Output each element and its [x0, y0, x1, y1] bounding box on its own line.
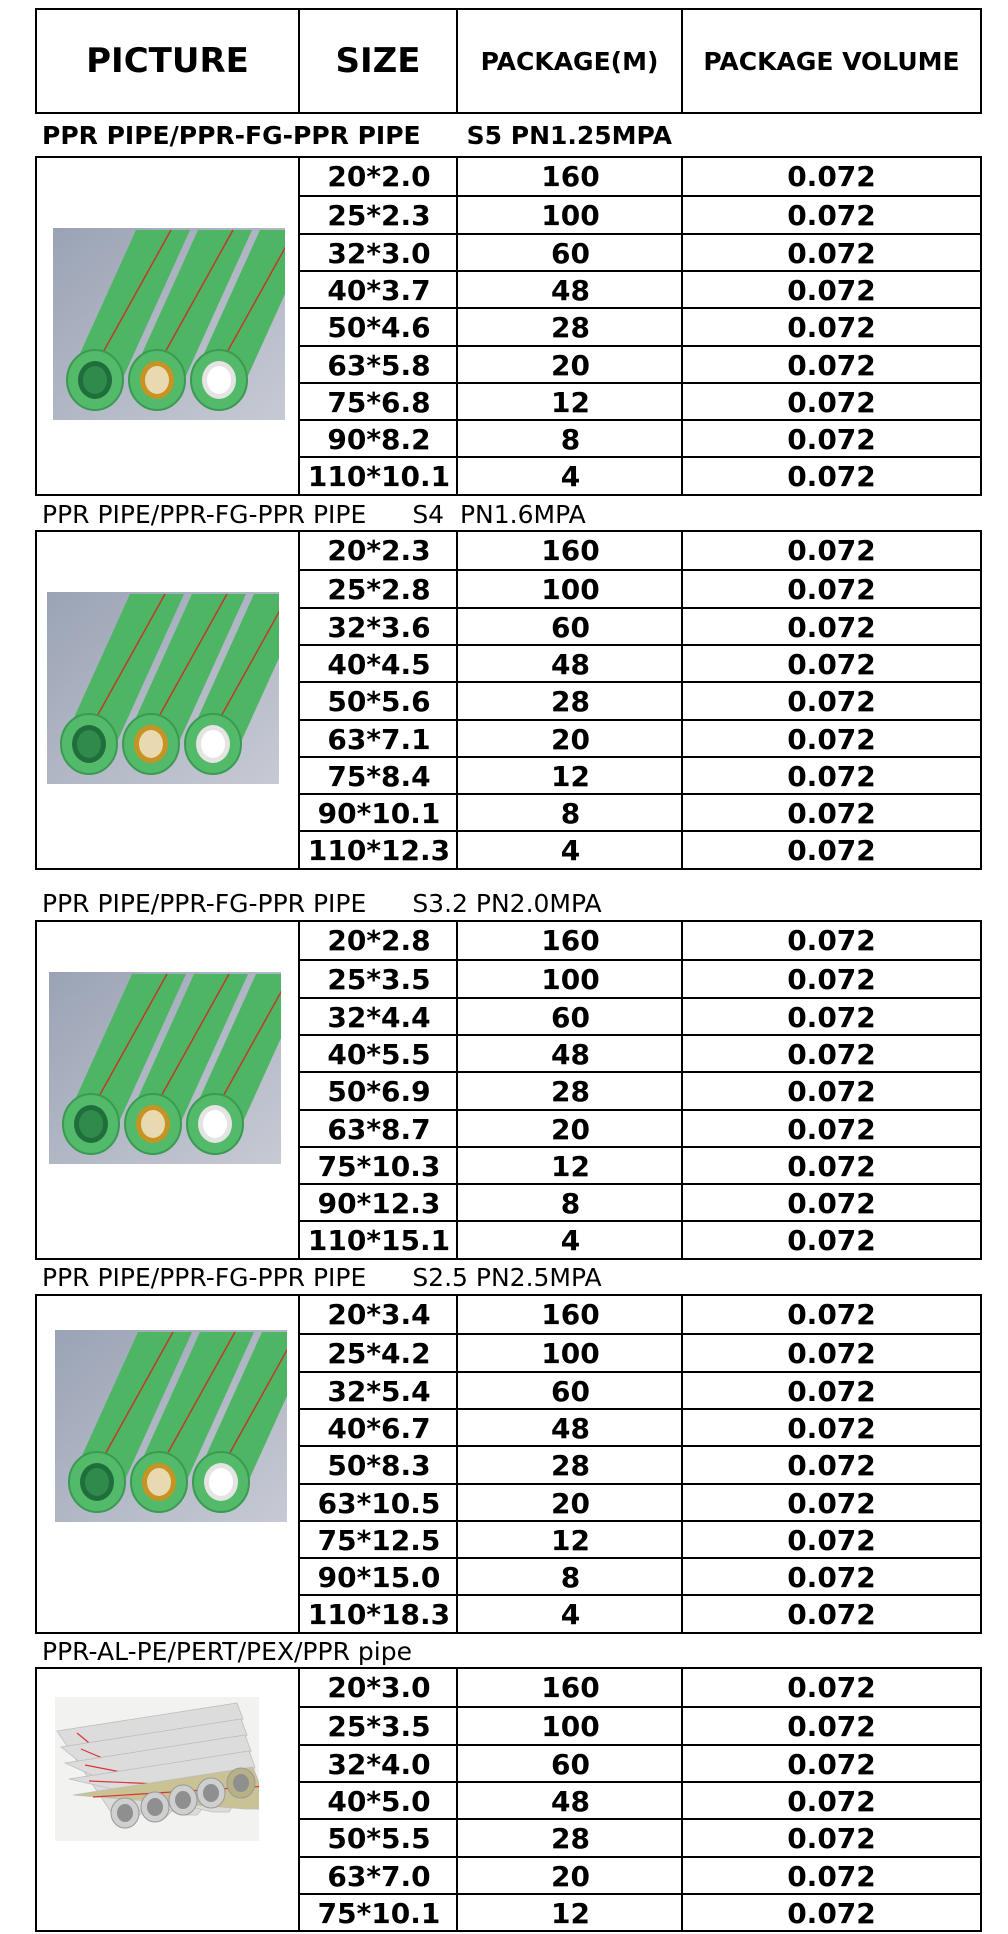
package-cell: 12 — [551, 386, 590, 419]
table-row — [300, 1183, 980, 1222]
package-cell: 100 — [541, 963, 600, 996]
green-ppr-pipes-icon — [47, 592, 279, 784]
size-cell: 20*2.8 — [327, 924, 431, 957]
package-cell: 12 — [551, 760, 590, 793]
table-row — [300, 1856, 980, 1895]
package-volume-cell: 0.072 — [787, 1375, 876, 1408]
table-row — [300, 1781, 980, 1820]
table-row — [300, 233, 980, 272]
size-cell: 25*2.3 — [327, 199, 431, 232]
size-cell: 75*6.8 — [327, 386, 431, 419]
package-cell: 160 — [541, 534, 600, 567]
package-volume-cell: 0.072 — [787, 834, 876, 867]
size-cell: 32*3.0 — [327, 237, 431, 270]
package-volume-cell: 0.072 — [787, 1598, 876, 1631]
package-volume-cell: 0.072 — [787, 1671, 876, 1704]
table-header — [35, 8, 982, 114]
section-title — [42, 1260, 602, 1296]
header-package-volume: PACKAGE VOLUME — [703, 46, 960, 76]
table-row — [300, 997, 980, 1036]
size-cell: 63*5.8 — [327, 349, 431, 382]
package-volume-cell: 0.072 — [787, 1113, 876, 1146]
size-cell: 40*3.7 — [327, 274, 431, 307]
table-row — [300, 1483, 980, 1522]
size-cell: 50*5.6 — [327, 685, 431, 718]
table-row — [300, 419, 980, 458]
table-row — [300, 1296, 980, 1333]
package-volume-cell: 0.072 — [787, 924, 876, 957]
package-volume-cell: 0.072 — [787, 1187, 876, 1220]
size-cell: 75*10.3 — [317, 1150, 441, 1183]
section-spec: S4 PN1.6MPA — [412, 500, 586, 529]
size-cell: 90*15.0 — [317, 1561, 441, 1594]
section-name: PPR PIPE/PPR-FG-PPR PIPE — [42, 121, 421, 150]
table-row — [300, 922, 980, 959]
package-cell: 12 — [551, 1150, 590, 1183]
table-row — [300, 1893, 980, 1932]
green-ppr-pipes-icon — [53, 228, 285, 420]
section-table — [35, 920, 982, 1260]
section-table — [35, 1294, 982, 1634]
package-volume-cell: 0.072 — [787, 1524, 876, 1557]
table-row — [300, 644, 980, 683]
package-volume-cell: 0.072 — [787, 386, 876, 419]
package-volume-cell: 0.072 — [787, 460, 876, 493]
package-cell: 160 — [541, 160, 600, 193]
package-volume-cell: 0.072 — [787, 1412, 876, 1445]
package-cell: 4 — [560, 1598, 581, 1631]
package-volume-cell: 0.072 — [787, 1075, 876, 1108]
package-cell: 4 — [560, 1224, 581, 1257]
package-cell: 60 — [551, 1748, 590, 1781]
package-cell: 8 — [560, 423, 581, 456]
package-volume-cell: 0.072 — [787, 1001, 876, 1034]
package-cell: 160 — [541, 1671, 600, 1704]
table-row — [300, 1220, 980, 1259]
package-cell: 48 — [551, 274, 590, 307]
size-cell: 50*6.9 — [327, 1075, 431, 1108]
package-volume-cell: 0.072 — [787, 1785, 876, 1818]
size-cell: 75*12.5 — [317, 1524, 441, 1557]
table-row — [300, 1408, 980, 1447]
table-row — [300, 1818, 980, 1857]
table-row — [300, 158, 980, 195]
package-volume-cell: 0.072 — [787, 1224, 876, 1257]
package-cell: 8 — [560, 797, 581, 830]
package-cell: 20 — [551, 1487, 590, 1520]
table-row — [300, 607, 980, 646]
size-cell: 25*3.5 — [327, 1710, 431, 1743]
package-volume-cell: 0.072 — [787, 274, 876, 307]
size-cell: 32*4.4 — [327, 1001, 431, 1034]
section-name: PPR-AL-PE/PERT/PEX/PPR pipe — [42, 1637, 412, 1666]
package-cell: 48 — [551, 1785, 590, 1818]
section-table — [35, 530, 982, 870]
table-row — [300, 1109, 980, 1148]
package-volume-cell: 0.072 — [787, 311, 876, 344]
white-composite-pipes-icon — [55, 1697, 259, 1841]
package-cell: 100 — [541, 199, 600, 232]
table-row — [300, 532, 980, 569]
package-cell: 60 — [551, 1375, 590, 1408]
section-title — [42, 497, 586, 533]
size-cell: 75*8.4 — [327, 760, 431, 793]
size-cell: 32*4.0 — [327, 1748, 431, 1781]
size-cell: 32*5.4 — [327, 1375, 431, 1408]
package-volume-cell: 0.072 — [787, 1038, 876, 1071]
table-row — [300, 1071, 980, 1110]
table-row — [300, 1445, 980, 1484]
table-row — [300, 1557, 980, 1596]
section-spec: S3.2 PN2.0MPA — [412, 889, 602, 918]
size-cell: 110*10.1 — [307, 460, 451, 493]
table-row — [300, 830, 980, 869]
package-cell: 60 — [551, 611, 590, 644]
package-cell: 8 — [560, 1561, 581, 1594]
size-cell: 50*4.6 — [327, 311, 431, 344]
size-cell: 90*8.2 — [327, 423, 431, 456]
size-cell: 25*2.8 — [327, 573, 431, 606]
package-volume-cell: 0.072 — [787, 237, 876, 270]
size-cell: 25*4.2 — [327, 1337, 431, 1370]
size-cell: 75*10.1 — [317, 1897, 441, 1930]
package-cell: 100 — [541, 573, 600, 606]
package-volume-cell: 0.072 — [787, 573, 876, 606]
package-cell: 48 — [551, 1038, 590, 1071]
package-cell: 20 — [551, 723, 590, 756]
package-cell: 48 — [551, 1412, 590, 1445]
package-cell: 60 — [551, 1001, 590, 1034]
table-row — [300, 382, 980, 421]
size-cell: 110*18.3 — [307, 1598, 451, 1631]
table-row — [300, 1146, 980, 1185]
package-volume-cell: 0.072 — [787, 1748, 876, 1781]
section-title — [42, 1634, 412, 1670]
package-cell: 28 — [551, 1075, 590, 1108]
size-cell: 40*4.5 — [327, 648, 431, 681]
package-cell: 8 — [560, 1187, 581, 1220]
table-row — [300, 270, 980, 309]
package-volume-cell: 0.072 — [787, 760, 876, 793]
size-cell: 63*7.0 — [327, 1860, 431, 1893]
table-row — [300, 456, 980, 495]
section-title — [42, 118, 672, 154]
product-picture — [55, 1697, 259, 1841]
package-volume-cell: 0.072 — [787, 1822, 876, 1855]
package-cell: 4 — [560, 460, 581, 493]
package-cell: 20 — [551, 1860, 590, 1893]
package-volume-cell: 0.072 — [787, 1337, 876, 1370]
package-volume-cell: 0.072 — [787, 160, 876, 193]
package-volume-cell: 0.072 — [787, 199, 876, 232]
section-name: PPR PIPE/PPR-FG-PPR PIPE — [42, 889, 367, 918]
table-row — [300, 793, 980, 832]
package-volume-cell: 0.072 — [787, 1298, 876, 1331]
package-cell: 160 — [541, 924, 600, 957]
table-row — [300, 959, 980, 998]
package-cell: 28 — [551, 311, 590, 344]
package-volume-cell: 0.072 — [787, 1860, 876, 1893]
table-row — [300, 1371, 980, 1410]
package-volume-cell: 0.072 — [787, 648, 876, 681]
size-cell: 63*7.1 — [327, 723, 431, 756]
green-ppr-pipes-icon — [55, 1330, 287, 1522]
size-cell: 90*12.3 — [317, 1187, 441, 1220]
package-volume-cell: 0.072 — [787, 1561, 876, 1594]
header-package: PACKAGE(M) — [480, 46, 659, 76]
package-cell: 160 — [541, 1298, 600, 1331]
package-cell: 20 — [551, 349, 590, 382]
package-volume-cell: 0.072 — [787, 797, 876, 830]
table-row — [300, 756, 980, 795]
product-picture — [47, 592, 279, 784]
table-row — [300, 1034, 980, 1073]
package-volume-cell: 0.072 — [787, 1710, 876, 1743]
package-cell: 28 — [551, 1449, 590, 1482]
table-row — [300, 345, 980, 384]
size-cell: 32*3.6 — [327, 611, 431, 644]
table-row — [300, 569, 980, 608]
size-cell: 50*8.3 — [327, 1449, 431, 1482]
package-volume-cell: 0.072 — [787, 685, 876, 718]
table-row — [300, 1706, 980, 1745]
size-cell: 40*6.7 — [327, 1412, 431, 1445]
package-volume-cell: 0.072 — [787, 1897, 876, 1930]
product-picture — [49, 972, 281, 1164]
package-volume-cell: 0.072 — [787, 1150, 876, 1183]
section-spec: S2.5 PN2.5MPA — [412, 1263, 602, 1292]
table-row — [300, 1669, 980, 1706]
section-table — [35, 156, 982, 496]
package-volume-cell: 0.072 — [787, 423, 876, 456]
table-row — [300, 719, 980, 758]
package-cell: 12 — [551, 1897, 590, 1930]
section-spec: S5 PN1.25MPA — [466, 121, 672, 150]
size-cell: 63*8.7 — [327, 1113, 431, 1146]
package-cell: 48 — [551, 648, 590, 681]
section-title — [42, 886, 602, 922]
size-cell: 110*12.3 — [307, 834, 451, 867]
section-table — [35, 1667, 982, 1932]
size-cell: 25*3.5 — [327, 963, 431, 996]
size-cell: 20*2.0 — [327, 160, 431, 193]
section-name: PPR PIPE/PPR-FG-PPR PIPE — [42, 1263, 367, 1292]
header-picture: PICTURE — [86, 41, 249, 81]
table-row — [300, 195, 980, 234]
package-cell: 100 — [541, 1337, 600, 1370]
size-cell: 110*15.1 — [307, 1224, 451, 1257]
package-volume-cell: 0.072 — [787, 1449, 876, 1482]
table-row — [300, 1520, 980, 1559]
package-volume-cell: 0.072 — [787, 349, 876, 382]
package-volume-cell: 0.072 — [787, 611, 876, 644]
package-cell: 28 — [551, 685, 590, 718]
size-cell: 90*10.1 — [317, 797, 441, 830]
size-cell: 20*2.3 — [327, 534, 431, 567]
size-cell: 50*5.5 — [327, 1822, 431, 1855]
table-row — [300, 1744, 980, 1783]
package-volume-cell: 0.072 — [787, 723, 876, 756]
package-cell: 60 — [551, 237, 590, 270]
size-cell: 40*5.5 — [327, 1038, 431, 1071]
product-picture — [53, 228, 285, 420]
size-cell: 20*3.0 — [327, 1671, 431, 1704]
table-row — [300, 681, 980, 720]
package-cell: 20 — [551, 1113, 590, 1146]
table-row — [300, 307, 980, 346]
package-cell: 12 — [551, 1524, 590, 1557]
size-cell: 40*5.0 — [327, 1785, 431, 1818]
package-volume-cell: 0.072 — [787, 534, 876, 567]
header-size: SIZE — [335, 41, 421, 81]
table-row — [300, 1333, 980, 1372]
package-cell: 100 — [541, 1710, 600, 1743]
package-volume-cell: 0.072 — [787, 1487, 876, 1520]
product-picture — [55, 1330, 287, 1522]
table-row — [300, 1594, 980, 1633]
size-cell: 20*3.4 — [327, 1298, 431, 1331]
package-cell: 4 — [560, 834, 581, 867]
package-cell: 28 — [551, 1822, 590, 1855]
size-cell: 63*10.5 — [317, 1487, 441, 1520]
section-name: PPR PIPE/PPR-FG-PPR PIPE — [42, 500, 367, 529]
green-ppr-pipes-icon — [49, 972, 281, 1164]
package-volume-cell: 0.072 — [787, 963, 876, 996]
